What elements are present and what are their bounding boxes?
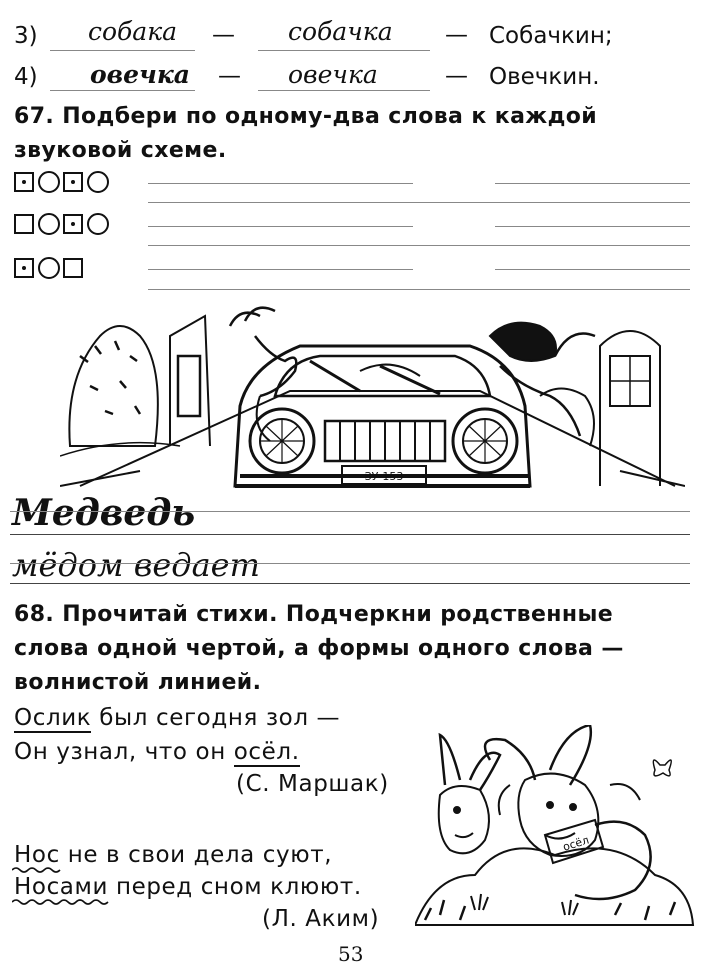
row-3-line-2 xyxy=(258,50,430,51)
row-4-line-1 xyxy=(50,90,195,91)
row-4-dash-1: — xyxy=(218,63,241,89)
poem-1-line-1-rest: был сегодня зол — xyxy=(99,705,341,731)
row-4-number: 4) xyxy=(14,64,38,90)
wavy-underlined-word-nosami: Носами xyxy=(14,874,109,900)
row-4-handwritten-word-1: овечка xyxy=(90,60,190,89)
handwriting-line-1: Медведь xyxy=(12,492,196,534)
row-3-printed-word: Собачкин; xyxy=(489,23,613,49)
guide-line xyxy=(10,534,690,535)
row-4-handwritten-word-2: овечка xyxy=(288,60,378,89)
poem-1-line-2-start: Он узнал, что он xyxy=(14,739,226,765)
wavy-underline xyxy=(12,898,110,906)
softness-dot xyxy=(71,222,75,226)
donkey-sign-text: осёл xyxy=(561,833,591,854)
row-3-handwritten-word-1: собака xyxy=(88,17,178,46)
row-3-number: 3) xyxy=(14,23,38,49)
underlined-word-oslik: Ослик xyxy=(14,705,92,731)
answer-line xyxy=(148,269,413,270)
vowel-circle xyxy=(38,257,60,279)
guide-line xyxy=(10,511,690,512)
poem-2-line-2-rest: перед сном клюют. xyxy=(115,874,362,900)
guide-line xyxy=(10,583,690,584)
underlined-word-osel: осёл. xyxy=(233,739,300,765)
answer-line xyxy=(148,226,413,227)
vowel-circle xyxy=(87,213,109,235)
wavy-underlined-word-nos: Нос xyxy=(14,842,60,868)
softness-dot xyxy=(71,180,75,184)
row-3-line-1 xyxy=(50,50,195,51)
answer-line xyxy=(148,289,690,290)
poem-2-line-2 xyxy=(14,874,362,900)
row-4-dash-2: — xyxy=(445,63,468,89)
row-3-dash-2: — xyxy=(445,22,468,48)
answer-line xyxy=(148,245,690,246)
vowel-circle xyxy=(87,171,109,193)
row-4-printed-word: Овечкин. xyxy=(489,64,600,90)
vowel-circle xyxy=(38,213,60,235)
exercise-67-heading-line-2: звуковой схеме. xyxy=(14,138,227,163)
exercise-68-heading-line-2: слова одной чертой, а формы одного слова — xyxy=(14,636,624,661)
vowel-circle xyxy=(38,171,60,193)
poem-1-author: (С. Маршак) xyxy=(236,771,389,797)
page-number: 53 xyxy=(338,942,364,966)
exercise-68-heading-line-1: 68. Прочитай стихи. Подчеркни родственные xyxy=(14,602,614,627)
row-4-line-2 xyxy=(258,90,430,91)
softness-dot xyxy=(22,266,26,270)
answer-line xyxy=(148,202,690,203)
exercise-68-heading-line-3: волнистой линией. xyxy=(14,670,262,695)
car-license-plate: ЗУ-153 xyxy=(364,470,404,483)
illustration-donkeys xyxy=(415,725,695,930)
poem-2-line-1 xyxy=(14,842,332,868)
illustration-animals-in-car xyxy=(60,296,685,494)
row-3-handwritten-word-2: собачка xyxy=(288,17,393,46)
poem-1-line-2 xyxy=(14,739,300,765)
handwriting-line-2: мёдом ведает xyxy=(12,546,260,584)
consonant-square xyxy=(63,258,83,278)
poem-2-author: (Л. Аким) xyxy=(262,906,380,932)
poem-1-line-1 xyxy=(14,705,340,731)
wavy-underline xyxy=(12,866,64,874)
guide-line xyxy=(10,563,690,564)
softness-dot xyxy=(22,180,26,184)
poem-2-line-1-rest: не в свои дела суют, xyxy=(67,842,333,868)
row-3-dash-1: — xyxy=(212,22,235,48)
answer-line xyxy=(148,183,413,184)
exercise-67-heading-line-1: 67. Подбери по одному-два слова к каждой xyxy=(14,104,598,129)
answer-line xyxy=(495,226,690,227)
consonant-square xyxy=(14,214,34,234)
answer-line xyxy=(495,269,690,270)
answer-line xyxy=(495,183,690,184)
